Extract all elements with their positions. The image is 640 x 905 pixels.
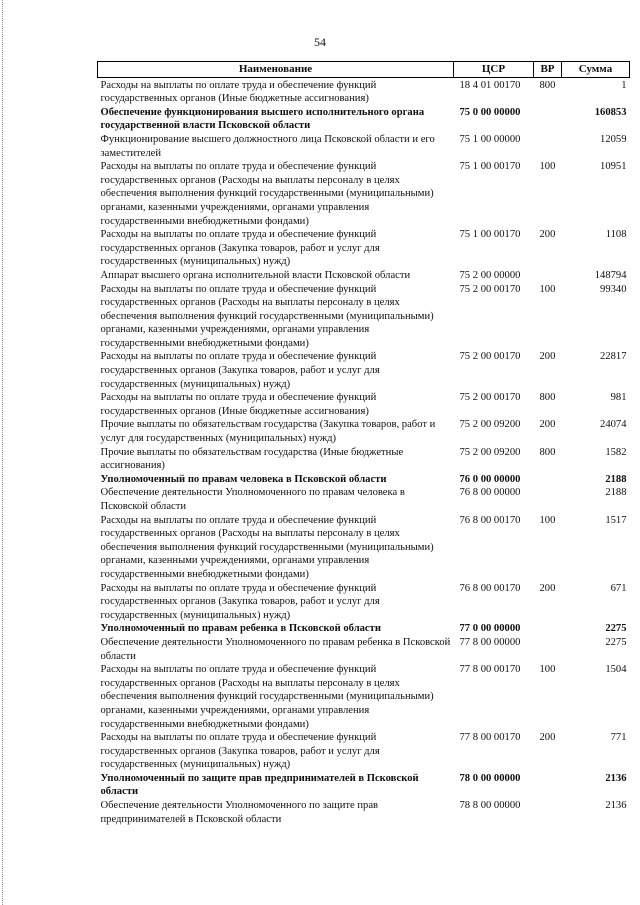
row-vr-cell: 100: [539, 664, 556, 676]
budget-table-wrapper: [97, 61, 629, 826]
table-row: [98, 473, 630, 487]
row-name-cell: Расходы на выплаты по оплате труда и обеспечение функций государственных органов (Закупка товаров, работ и услуг для государственных (муниципальных) нужд): [100, 351, 380, 390]
row-vr-cell: 200: [539, 582, 556, 594]
row-name-cell: Обеспечение деятельности Уполномоченного по защите прав предпринимателей в Псковской области: [100, 800, 379, 825]
row-sum-cell: 1504: [605, 664, 627, 676]
row-vr-cell: 100: [539, 161, 556, 173]
row-name-cell: Расходы на выплаты по оплате труда и обеспечение функций государственных органов (Иные бюджетные ассигнования): [100, 392, 377, 417]
table-row: [98, 446, 630, 473]
row-vr-cell: 100: [539, 514, 556, 526]
row-vr-cell: 800: [539, 79, 556, 91]
row-vr-cell: [534, 636, 562, 663]
row-vr-cell: [534, 772, 562, 799]
table-row: [98, 77, 630, 106]
table-row: [98, 106, 630, 133]
table-row: [98, 486, 630, 513]
row-sum-cell: 671: [610, 582, 627, 594]
page-number: 54: [314, 35, 326, 49]
table-row: [98, 582, 630, 623]
row-csr-cell: 76 8 00 00170: [459, 582, 521, 594]
table-row: [98, 772, 630, 799]
row-vr-cell: [534, 486, 562, 513]
row-sum-cell: 1517: [605, 514, 627, 526]
row-sum-cell: 2275: [605, 623, 627, 635]
row-name-cell: Прочие выплаты по обязательствам государства (Закупка товаров, работ и услуг для государственных (муниципальных) нужд): [100, 419, 436, 445]
row-sum-cell: 2188: [605, 473, 627, 485]
row-name-cell: Расходы на выплаты по оплате труда и обеспечение функций государственных органов (Закупка товаров, работ и услуг для государственных (муниципальных) нужд): [100, 582, 380, 621]
row-vr-cell: 200: [539, 732, 556, 744]
row-sum-cell: 1108: [605, 229, 627, 241]
table-row: [98, 228, 630, 269]
row-name-cell: Расходы на выплаты по оплате труда и обеспечение функций государственных органов (Закупка товаров, работ и услуг для государственных (муниципальных) нужд): [100, 229, 380, 268]
table-row: [98, 160, 630, 228]
row-name-cell: Расходы на выплаты по оплате труда и обеспечение функций государственных органов (Расходы на выплаты персоналу в целях обеспечения выполнения функций государственными (муниципальными) органами, казенными учреждениями, органами управления государственными внебюджетными фондами): [100, 161, 434, 227]
table-row: [98, 622, 630, 636]
row-name-cell: Расходы на выплаты по оплате труда и обеспечение функций государственных органов (Закупка товаров, работ и услуг для государственных (муниципальных) нужд): [100, 732, 380, 771]
header-csr: ЦСР: [454, 62, 534, 78]
row-sum-cell: 2136: [605, 772, 627, 784]
row-csr-cell: 18 4 01 00170: [459, 79, 521, 91]
row-csr-cell: 77 8 00 00170: [459, 664, 521, 676]
table-row: [98, 799, 630, 826]
row-name-cell: Уполномоченный по правам человека в Псковской области: [100, 473, 387, 485]
row-csr-cell: 75 2 00 00170: [459, 351, 521, 363]
table-header-row: [98, 62, 630, 78]
row-sum-cell: 22817: [600, 351, 627, 363]
table-row: [98, 418, 630, 445]
row-name-cell: Расходы на выплаты по оплате труда и обеспечение функций государственных органов (Иные бюджетные ассигнования): [100, 79, 377, 105]
table-row: [98, 391, 630, 418]
row-csr-cell: 75 0 00 00000: [459, 106, 521, 118]
row-sum-cell: 1: [621, 79, 627, 91]
table-row: [98, 283, 630, 351]
row-sum-cell: 771: [610, 732, 627, 744]
table-row: [98, 636, 630, 663]
row-name-cell: Расходы на выплаты по оплате труда и обеспечение функций государственных органов (Расходы на выплаты персоналу в целях обеспечения выполнения функций государственными (муниципальными) органами, казенными учреждениями, органами управления государственными внебюджетными фондами): [100, 283, 434, 349]
row-name-cell: Аппарат высшего органа исполнительной власти Псковской области: [100, 269, 411, 281]
row-name-cell: Обеспечение деятельности Уполномоченного по правам ребенка в Псковской области: [100, 636, 451, 662]
row-vr-cell: [534, 473, 562, 487]
row-name-cell: Расходы на выплаты по оплате труда и обеспечение функций государственных органов (Расходы на выплаты персоналу в целях обеспечения выполнения функций государственными (муниципальными) органами, казенными учреждениями, органами управления государственными внебюджетными фондами): [100, 664, 434, 730]
row-sum-cell: 24074: [600, 419, 627, 431]
row-name-cell: Расходы на выплаты по оплате труда и обеспечение функций государственных органов (Расходы на выплаты персоналу в целях обеспечения выполнения функций государственными (муниципальными) органами, казенными учреждениями, органами управления государственными внебюджетными фондами): [100, 514, 434, 580]
table-row: [98, 350, 630, 391]
row-sum-cell: 12059: [600, 133, 627, 145]
row-csr-cell: 75 2 00 09200: [459, 419, 521, 431]
row-csr-cell: 78 0 00 00000: [459, 772, 521, 784]
row-vr-cell: 200: [539, 229, 556, 241]
row-sum-cell: 160853: [594, 106, 627, 118]
row-name-cell: Обеспечение функционирования высшего исполнительного органа государственной власти Псковской области: [100, 106, 425, 132]
header-sum: Сумма: [562, 62, 630, 78]
row-csr-cell: 75 1 00 00000: [459, 133, 521, 145]
header-name: Наименование: [98, 62, 454, 78]
row-vr-cell: [534, 133, 562, 160]
row-sum-cell: 99340: [600, 283, 627, 295]
row-csr-cell: 75 2 00 00170: [459, 392, 521, 404]
row-csr-cell: 77 8 00 00170: [459, 732, 521, 744]
row-csr-cell: 76 8 00 00170: [459, 514, 521, 526]
row-sum-cell: 2136: [605, 800, 627, 812]
table-row: [98, 663, 630, 731]
table-row: [98, 269, 630, 283]
row-sum-cell: 10951: [600, 161, 627, 173]
row-sum-cell: 148794: [594, 269, 627, 281]
row-sum-cell: 2188: [605, 487, 627, 499]
row-csr-cell: 75 2 00 00000: [459, 269, 521, 281]
scan-edge: [2, 0, 3, 905]
row-vr-cell: 800: [539, 392, 556, 404]
row-vr-cell: [534, 106, 562, 133]
budget-table: [97, 61, 630, 826]
row-csr-cell: 75 1 00 00170: [459, 229, 521, 241]
row-name-cell: Прочие выплаты по обязательствам государства (Иные бюджетные ассигнования): [100, 446, 404, 472]
row-vr-cell: 800: [539, 446, 556, 458]
row-csr-cell: 75 2 00 00170: [459, 283, 521, 295]
row-vr-cell: 200: [539, 351, 556, 363]
table-body: [98, 77, 630, 826]
table-row: [98, 133, 630, 160]
row-csr-cell: 75 2 00 09200: [459, 446, 521, 458]
header-vr: ВР: [534, 62, 562, 78]
row-vr-cell: [534, 269, 562, 283]
row-csr-cell: 75 1 00 00170: [459, 161, 521, 173]
row-vr-cell: 100: [539, 283, 556, 295]
row-name-cell: Уполномоченный по правам ребенка в Псковской области: [100, 623, 381, 635]
row-name-cell: Уполномоченный по защите прав предпринимателей в Псковской области: [100, 772, 419, 798]
row-csr-cell: 78 8 00 00000: [459, 800, 521, 812]
row-name-cell: Функционирование высшего должностного лица Псковской области и его заместителей: [100, 133, 435, 159]
row-vr-cell: [534, 622, 562, 636]
row-sum-cell: 2275: [605, 636, 627, 648]
row-csr-cell: 77 8 00 00000: [459, 636, 521, 648]
row-sum-cell: 1582: [605, 446, 627, 458]
row-csr-cell: 76 8 00 00000: [459, 487, 521, 499]
table-row: [98, 731, 630, 772]
row-name-cell: Обеспечение деятельности Уполномоченного по правам человека в Псковской области: [100, 487, 405, 512]
row-csr-cell: 76 0 00 00000: [459, 473, 521, 485]
row-csr-cell: 77 0 00 00000: [459, 623, 521, 635]
row-vr-cell: 200: [539, 419, 556, 431]
row-vr-cell: [534, 799, 562, 826]
table-row: [98, 514, 630, 582]
row-sum-cell: 981: [610, 392, 627, 404]
